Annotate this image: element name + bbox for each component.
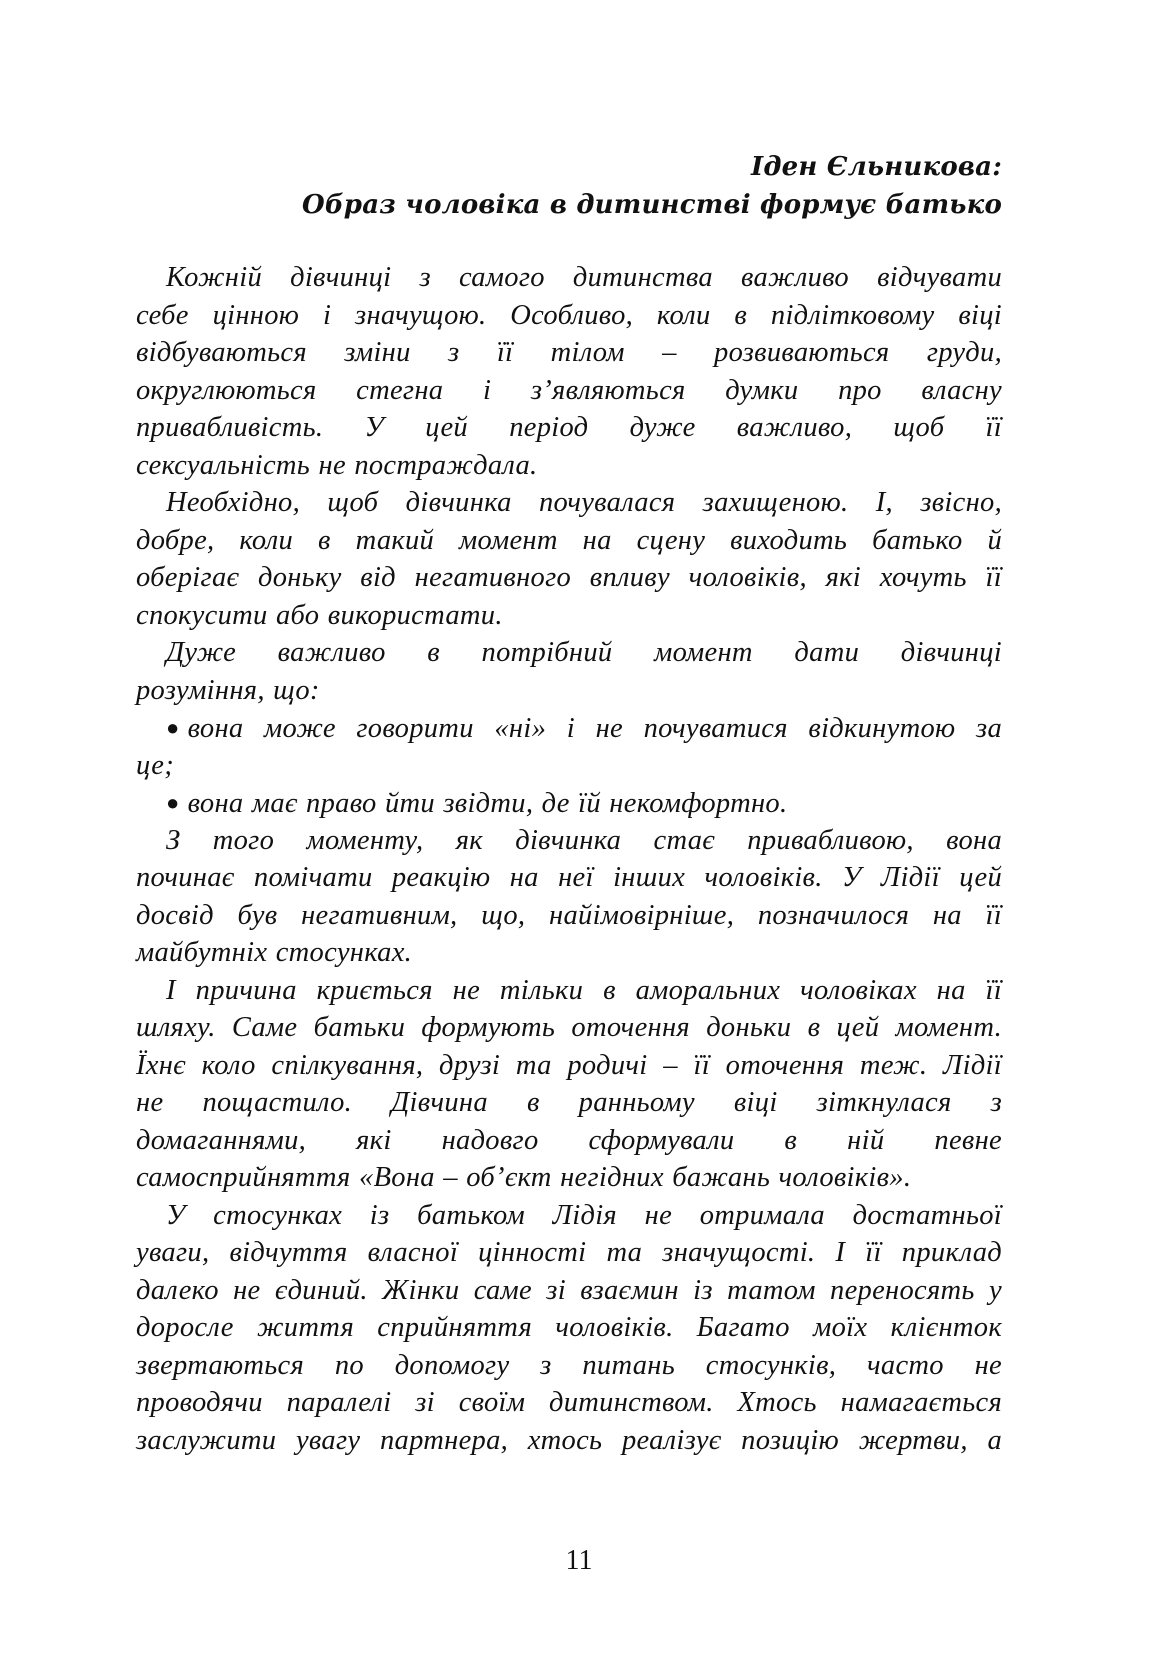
paragraph-line: сексуальність не постраждала. bbox=[136, 449, 538, 481]
paragraph-3 bbox=[136, 634, 1002, 709]
paragraph-line: добре, коли в такий момент на сцену виходить батько й bbox=[136, 524, 1002, 556]
paragraph-line: починає помічати реакцію на неї інших чоловіків. У Лідії цей bbox=[136, 862, 1002, 893]
paragraph-1 bbox=[136, 259, 1002, 484]
paragraph-line: спокусити або використати. bbox=[136, 599, 503, 631]
paragraph-line: самосприйняття «Вона – об’єкт негідних бажань чоловіків». bbox=[136, 1162, 912, 1193]
list-item-line bbox=[136, 784, 1002, 822]
bullet-icon: ● bbox=[166, 715, 180, 740]
paragraph-line: заслужити увагу партнера, хтось реалізує позицію жертви, а bbox=[136, 1424, 1002, 1456]
paragraph-line: Їхнє коло спілкування, друзі та родичі – її оточення теж. Лідії bbox=[136, 1049, 1002, 1081]
paragraph-line: З того моменту, як дівчинка стає привабливою, вона bbox=[166, 824, 1002, 856]
paragraph-line: уваги, відчуття власної цінності та значущості. І її приклад bbox=[136, 1237, 1002, 1268]
list-item-text: вона може говорити «ні» і не почуватися відкинутою за bbox=[187, 713, 1002, 744]
paragraph-line: домаганнями, які надовго сформували в ній певне bbox=[136, 1124, 1002, 1156]
paragraph-line: далеко не єдиний. Жінки саме зі взаємин із татом переносять у bbox=[136, 1274, 1002, 1306]
paragraph-line: Необхідно, щоб дівчинка почувалася захищеною. І, звісно, bbox=[166, 487, 1002, 518]
bullet-list bbox=[136, 709, 1002, 822]
paragraph-line: доросле життя сприйняття чоловіків. Багато моїх клієнток bbox=[136, 1312, 1002, 1343]
paragraph-line: І причина криється не тільки в аморальних чоловіках на її bbox=[166, 974, 1002, 1006]
paragraph-6 bbox=[136, 1197, 1002, 1460]
heading-title: Образ чоловіка в дитинстві формує батько bbox=[301, 190, 1002, 220]
paragraph-line: досвід був негативним, що, найімовірніше, позначилося на її bbox=[136, 899, 1002, 931]
list-item bbox=[136, 709, 1002, 784]
list-item-line bbox=[136, 709, 1002, 747]
paragraph-2 bbox=[136, 484, 1002, 634]
paragraph-line: звертаються по допомогу з питань стосунків, часто не bbox=[136, 1349, 1002, 1381]
paragraph-line: проводячи паралелі зі своїм дитинством. Хтось намагається bbox=[136, 1387, 1002, 1418]
paragraph-line: себе цінною і значущою. Особливо, коли в підлітковому віці bbox=[136, 299, 1002, 331]
paragraph-line: Кожній дівчинці з самого дитинства важливо відчувати bbox=[166, 262, 1002, 293]
paragraph-line: оберігає доньку від негативного впливу чоловіків, які хочуть її bbox=[136, 562, 1002, 593]
paragraph-line: відбуваються зміни з її тілом – розвиваються груди, bbox=[136, 337, 1002, 368]
paragraph-line: привабливість. У цей період дуже важливо, щоб її bbox=[136, 412, 1002, 443]
list-item-line: це; bbox=[136, 749, 175, 781]
paragraph-line: майбутніх стосунках. bbox=[136, 937, 413, 968]
paragraph-line: шляху. Саме батьки формують оточення доньки в цей момент. bbox=[136, 1012, 1002, 1043]
chapter-heading bbox=[136, 148, 1002, 224]
paragraph-line: У стосунках із батьком Лідія не отримала достатньої bbox=[166, 1199, 1002, 1231]
paragraph-4 bbox=[136, 822, 1002, 972]
list-item bbox=[136, 784, 1002, 822]
page-number: 11 bbox=[565, 1545, 593, 1576]
heading-author: Іден Єльникова: bbox=[751, 152, 1002, 182]
list-item-text: вона має право йти звідти, де їй некомфортно. bbox=[187, 788, 788, 819]
bullet-icon: ● bbox=[166, 790, 180, 815]
body-text bbox=[136, 259, 1002, 1459]
paragraph-line: Дуже важливо в потрібний момент дати дівчинці bbox=[166, 637, 1002, 668]
paragraph-line: не пощастило. Дівчина в ранньому віці зіткнулася з bbox=[136, 1087, 1002, 1118]
paragraph-line: розуміння, що: bbox=[136, 674, 320, 706]
paragraph-line: округлюються стегна і з’являються думки про власну bbox=[136, 374, 1002, 406]
paragraph-5 bbox=[136, 972, 1002, 1197]
